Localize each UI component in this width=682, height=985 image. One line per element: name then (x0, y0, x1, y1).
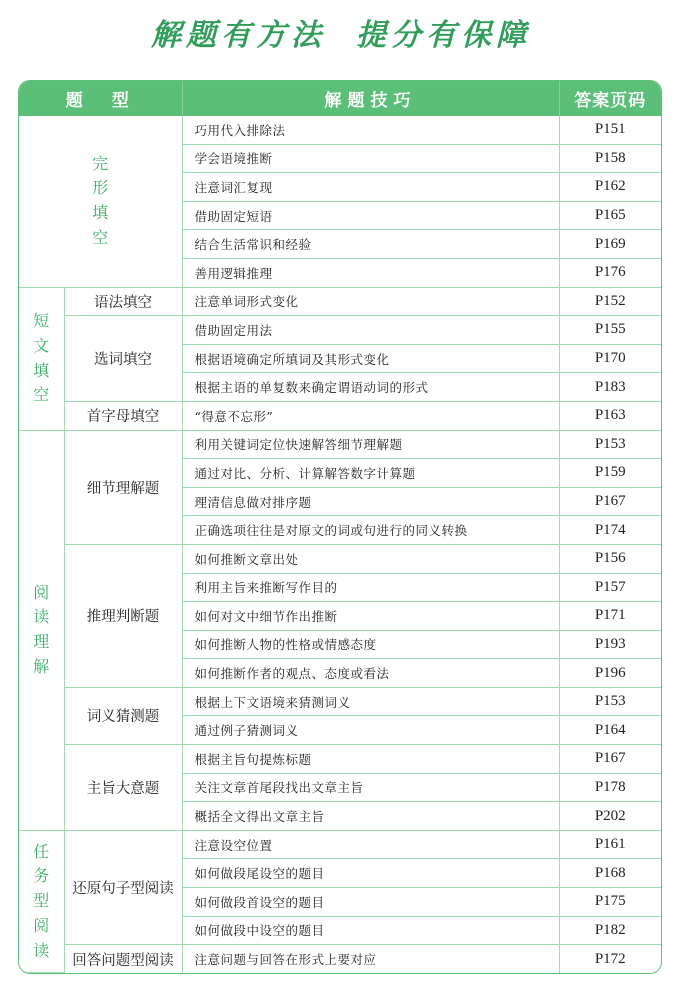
title-part-1: 解题有方法 (151, 18, 326, 53)
table-row (19, 430, 661, 459)
technique-cell: 通过对比、分析、计算解答数字计算题 (182, 459, 559, 488)
page-cell: P167 (559, 745, 661, 774)
page-cell: P152 (559, 287, 661, 316)
table-row (19, 945, 661, 973)
page-title (0, 10, 682, 54)
page-cell: P155 (559, 316, 661, 345)
page-cell: P167 (559, 487, 661, 516)
technique-cell: 借助固定用法 (182, 316, 559, 345)
subtype-cell: 细节理解题 (64, 430, 182, 544)
page-cell: P159 (559, 459, 661, 488)
technique-cell: 学会语境推断 (182, 144, 559, 173)
category-label: 任务型阅读 (33, 841, 50, 960)
technique-cell: 正确选项往往是对原文的词或句进行的同义转换 (182, 516, 559, 545)
page-cell: P163 (559, 401, 661, 430)
technique-cell: 如何做段首设空的题目 (182, 888, 559, 917)
category-cell (19, 287, 64, 430)
subtype-cell: 推理判断题 (64, 544, 182, 687)
technique-cell: “得意不忘形” (182, 401, 559, 430)
subtype-cell: 语法填空 (64, 287, 182, 316)
technique-cell: 根据主语的单复数来确定谓语动词的形式 (182, 373, 559, 402)
category-label: 短文填空 (33, 310, 50, 405)
subtype-cell: 还原句子型阅读 (64, 830, 182, 944)
technique-cell: 善用逻辑推理 (182, 258, 559, 287)
table-row (19, 287, 661, 316)
technique-cell: 根据主旨句提炼标题 (182, 745, 559, 774)
title-part-2: 提分有保障 (356, 18, 531, 53)
page-cell: P183 (559, 373, 661, 402)
technique-cell: 如何推断人物的性格或情感态度 (182, 630, 559, 659)
page-cell: P176 (559, 258, 661, 287)
subtype-cell: 主旨大意题 (64, 745, 182, 831)
category-cell (19, 830, 64, 972)
technique-cell: 通过例子猜测词义 (182, 716, 559, 745)
page-cell: P172 (559, 945, 661, 973)
category-cell (19, 116, 182, 287)
page-cell: P175 (559, 888, 661, 917)
page-cell: P153 (559, 687, 661, 716)
page-cell: P182 (559, 916, 661, 945)
page-cell: P161 (559, 830, 661, 859)
table-row (19, 544, 661, 573)
page-cell: P178 (559, 773, 661, 802)
technique-cell: 根据上下文语境来猜测词义 (182, 687, 559, 716)
table-row (19, 316, 661, 345)
technique-cell: 利用主旨来推断写作目的 (182, 573, 559, 602)
header-technique: 解题技巧 (182, 81, 559, 116)
page-cell: P162 (559, 173, 661, 202)
technique-table (18, 80, 662, 974)
page-cell: P193 (559, 630, 661, 659)
page-cell: P156 (559, 544, 661, 573)
table-row (19, 116, 661, 144)
technique-cell: 如何做段中设空的题目 (182, 916, 559, 945)
technique-cell: 借助固定短语 (182, 201, 559, 230)
table-row (19, 745, 661, 774)
technique-cell: 注意单词形式变化 (182, 287, 559, 316)
technique-cell: 根据语境确定所填词及其形式变化 (182, 344, 559, 373)
subtype-cell: 词义猜测题 (64, 687, 182, 744)
page-cell: P151 (559, 116, 661, 144)
technique-cell: 概括全文得出文章主旨 (182, 802, 559, 831)
table-row (19, 830, 661, 859)
technique-cell: 注意问题与回答在形式上要对应 (182, 945, 559, 973)
category-cell (19, 430, 64, 830)
page-cell: P168 (559, 859, 661, 888)
page-cell: P158 (559, 144, 661, 173)
header-page: 答案页码 (559, 81, 661, 116)
table-header-row (19, 81, 661, 116)
technique-cell: 理清信息做对排序题 (182, 487, 559, 516)
page-cell: P202 (559, 802, 661, 831)
page-cell: P164 (559, 716, 661, 745)
page-cell: P169 (559, 230, 661, 259)
table-row (19, 687, 661, 716)
subtype-cell: 选词填空 (64, 316, 182, 402)
technique-cell: 如何做段尾设空的题目 (182, 859, 559, 888)
page-cell: P174 (559, 516, 661, 545)
technique-cell: 注意设空位置 (182, 830, 559, 859)
page-cell: P157 (559, 573, 661, 602)
subtype-cell: 首字母填空 (64, 401, 182, 430)
technique-cell: 如何推断作者的观点、态度或看法 (182, 659, 559, 688)
header-type: 题 型 (19, 81, 182, 116)
technique-cell: 利用关键词定位快速解答细节理解题 (182, 430, 559, 459)
page-cell: P153 (559, 430, 661, 459)
technique-cell: 如何推断文章出处 (182, 544, 559, 573)
page-cell: P171 (559, 602, 661, 631)
table-body (19, 116, 661, 973)
table-row (19, 401, 661, 430)
subtype-cell: 回答问题型阅读 (64, 945, 182, 973)
category-label: 阅读理解 (33, 582, 50, 676)
page-cell: P165 (559, 201, 661, 230)
technique-cell: 关注文章首尾段找出文章主旨 (182, 773, 559, 802)
technique-cell: 注意词汇复现 (182, 173, 559, 202)
technique-cell: 如何对文中细节作出推断 (182, 602, 559, 631)
technique-cell: 结合生活常识和经验 (182, 230, 559, 259)
page-cell: P170 (559, 344, 661, 373)
technique-cell: 巧用代入排除法 (182, 116, 559, 144)
category-label: 完形填空 (92, 153, 109, 248)
page-cell: P196 (559, 659, 661, 688)
